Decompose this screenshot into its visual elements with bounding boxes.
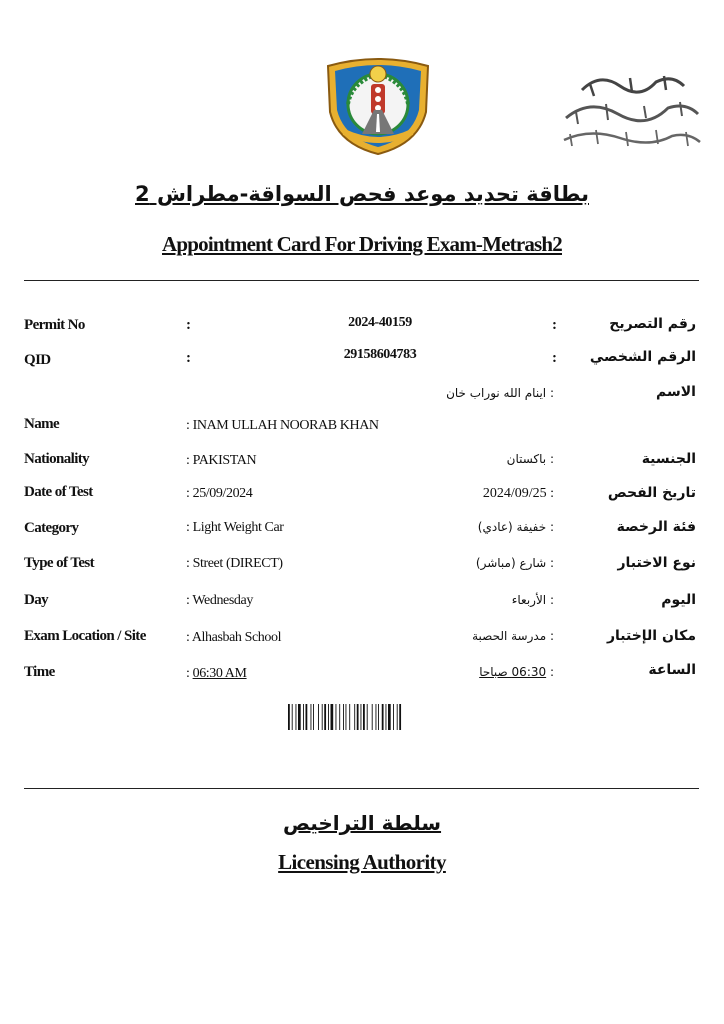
footer-title-english: Licensing Authority — [278, 850, 446, 874]
qid-value: 29158604783 — [343, 347, 417, 362]
barcode-icon — [288, 704, 448, 730]
bottom-divider — [24, 788, 699, 789]
location-value: : Alhasbah School — [186, 630, 282, 645]
location-value-ar: : مدرسة الحصبة — [472, 629, 554, 643]
nationality-value-ar: : باكستان — [506, 452, 554, 466]
date-label-ar: تاريخ الفحص — [607, 485, 696, 501]
title-arabic: بطاقة تحديد موعد فحص السواقة-مطراش 2 — [135, 182, 589, 206]
top-divider — [24, 280, 699, 281]
day-label-ar: اليوم — [661, 592, 696, 608]
colon: : — [552, 317, 557, 333]
location-label: Exam Location / Site — [24, 628, 146, 644]
permit-label-ar: رقم التصريح — [609, 316, 696, 332]
traffic-emblem-icon — [322, 52, 434, 156]
category-label-ar: فئة الرخصة — [616, 519, 696, 535]
permit-label: Permit No — [24, 317, 85, 333]
time-label-ar: الساعة — [648, 662, 696, 678]
type-label-ar: نوع الاختبار — [617, 555, 696, 571]
colon: : — [186, 317, 191, 333]
nationality-label: Nationality — [24, 451, 90, 467]
time-value: : 06:30 AM — [186, 666, 247, 681]
day-value: : Wednesday — [186, 593, 253, 608]
category-value-ar: : خفيفة (عادي) — [477, 520, 554, 534]
date-value-ar: : 2024/09/25 — [482, 486, 554, 501]
date-value: : 25/09/2024 — [186, 486, 253, 501]
qid-label-ar: الرقم الشخصي — [589, 349, 696, 365]
date-label: Date of Test — [24, 484, 93, 500]
qid-label: QID — [24, 352, 51, 368]
time-value-ar: : 06:30 صباحا — [479, 665, 554, 679]
name-value: : INAM ULLAH NOORAB KHAN — [186, 418, 379, 433]
name-label: Name — [24, 416, 60, 432]
ministry-logo-icon — [560, 68, 702, 152]
category-value: : Light Weight Car — [186, 520, 284, 535]
title-english: Appointment Card For Driving Exam-Metrash2 — [162, 232, 562, 256]
name-value-ar: : اينام الله نوراب خان — [446, 386, 554, 400]
time-label: Time — [24, 664, 55, 680]
location-label-ar: مكان الإختبار — [606, 628, 696, 644]
footer-title-arabic: سلطة التراخيص — [282, 811, 442, 835]
colon: : — [186, 350, 191, 366]
type-label: Type of Test — [24, 555, 95, 571]
name-label-ar: الاسم — [656, 384, 696, 400]
nationality-value: : PAKISTAN — [186, 453, 257, 468]
day-label: Day — [24, 592, 49, 608]
day-value-ar: : الأربعاء — [511, 593, 554, 607]
nationality-label-ar: الجنسية — [641, 451, 696, 467]
type-value: : Street (DIRECT) — [186, 556, 283, 571]
colon: : — [552, 350, 557, 366]
type-value-ar: : شارع (مباشر) — [475, 556, 554, 570]
permit-value: 2024-40159 — [348, 315, 412, 330]
category-label: Category — [24, 520, 79, 536]
